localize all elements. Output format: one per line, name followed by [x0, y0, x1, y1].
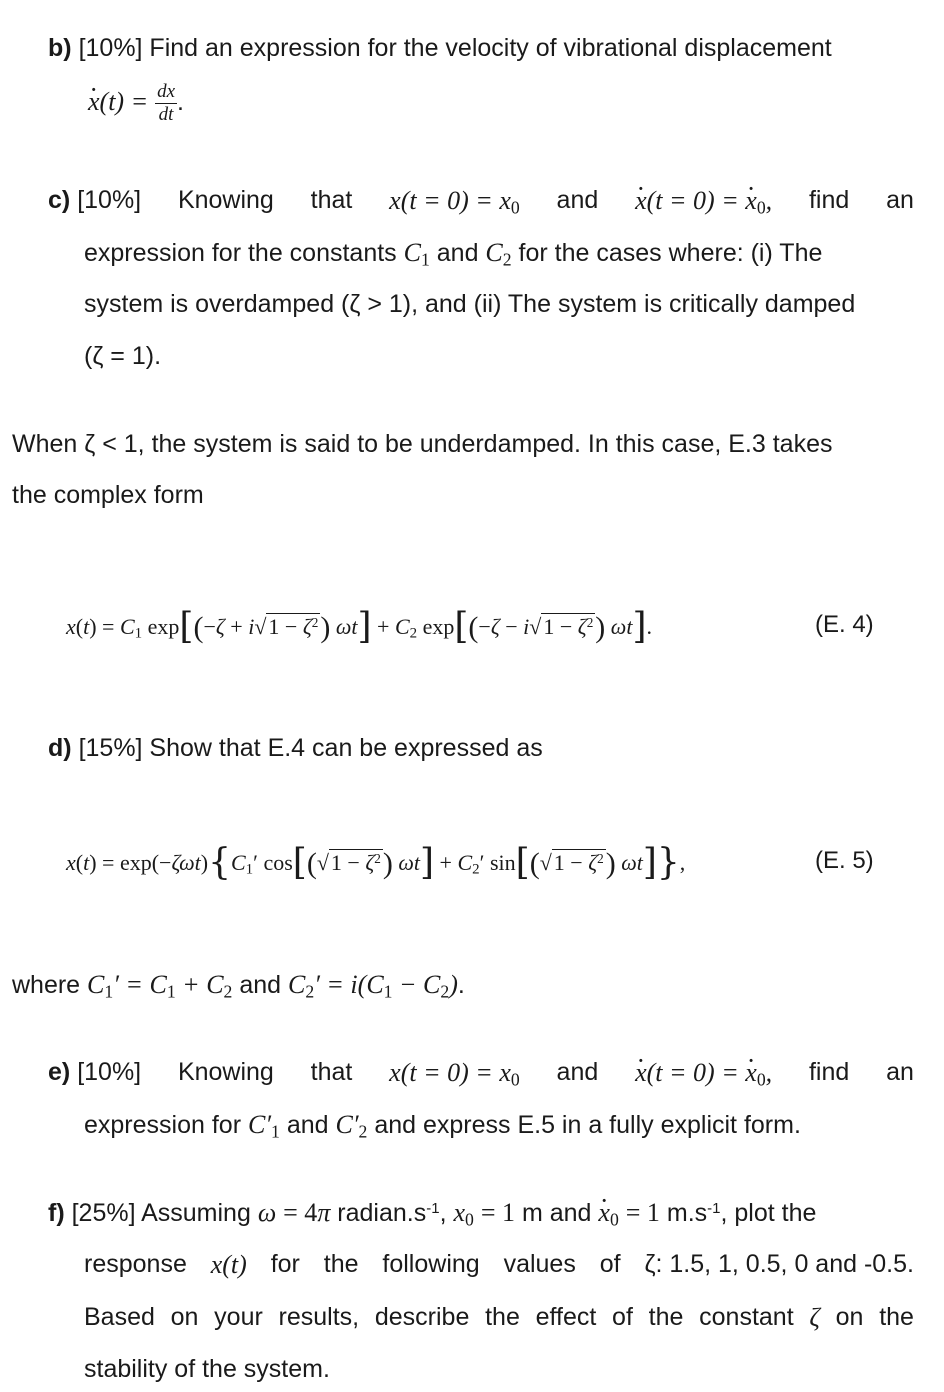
- part-b-text: [10%] Find an expression for the velocity of vibrational displacement: [78, 34, 832, 62]
- part-b-label: b): [48, 34, 72, 62]
- part-b-formula: x ·(t) = $\frac{dx}{dt}$ .: [88, 82, 184, 125]
- intro-line1: When ζ < 1, the system is said to be underdamped. In this case, E.3 takes: [12, 430, 833, 458]
- part-c-line4: (ζ = 1).: [84, 342, 162, 370]
- part-f-line1: f) [25%] Assuming ω = 4π $radian.s^{-1}$, $x_0 = 1$ m and $x \cdot_0 = 1$ $m.s^{-1}$, plot the: [48, 1200, 816, 1229]
- intro-line2: the complex form: [12, 481, 204, 509]
- part-e-line2: expression for $C'_1$ and $C'_2$ and express E.5 in a fully explicit form.: [84, 1110, 801, 1142]
- part-f-line2: response x(t) for the following values of ζ: 1.5, 1, 0.5, 0 and -0.5.: [84, 1250, 914, 1279]
- part-c-line2: expression for the constants $C_1$ and $C_2$ for the cases where: (i) The: [84, 238, 823, 270]
- part-c-line1: c) [10%] Knowing that $x(t = 0) = x_0$ and $x \cdot(t = 0) = x \cdot_0$, find an: [48, 188, 914, 217]
- part-d-line: d) [15%] Show that E.4 can be expressed as: [48, 734, 543, 762]
- e5-label: (E. 5): [815, 847, 874, 874]
- part-e-line1: e) [10%] Knowing that $x(t = 0) = x_0$ and $x \cdot(t = 0) = x \cdot_0$, find an: [48, 1060, 914, 1089]
- where-line: where $C_1' = C_1 + C_2$ and $C_2' = i(C_1 - C_2)$.: [12, 970, 465, 1002]
- equation-e4: $x(t) = C_1$ $\exp[(-\zeta + i√1 - \zeta^2)$ $\omega t] + C_2$ $\exp[(-\zeta - i√1 - \zeta^2)$ ωt].: [66, 606, 652, 647]
- equation-e5: $x(t) = \exp(-\zeta\omega t)\{C_1'$ $\cos[(√1 - \zeta^2)$ $\omega t] + C_2'$ $\sin[(√1 - \zeta^2)$ ωt]},: [66, 842, 686, 883]
- part-b-line: [48, 36, 832, 61]
- part-f-line4: stability of the system.: [84, 1355, 330, 1383]
- velocity-lhs: x ·(t) =: [88, 87, 148, 116]
- part-c-line3: system is overdamped (ζ > 1), and (ii) The system is critically damped: [84, 290, 856, 318]
- part-f-line3: Based on your results, describe the effect of the constant ζ on the: [84, 1303, 914, 1332]
- derivative-fraction: $\frac{dx}{dt}$: [157, 81, 176, 125]
- e4-label: (E. 4): [815, 611, 874, 638]
